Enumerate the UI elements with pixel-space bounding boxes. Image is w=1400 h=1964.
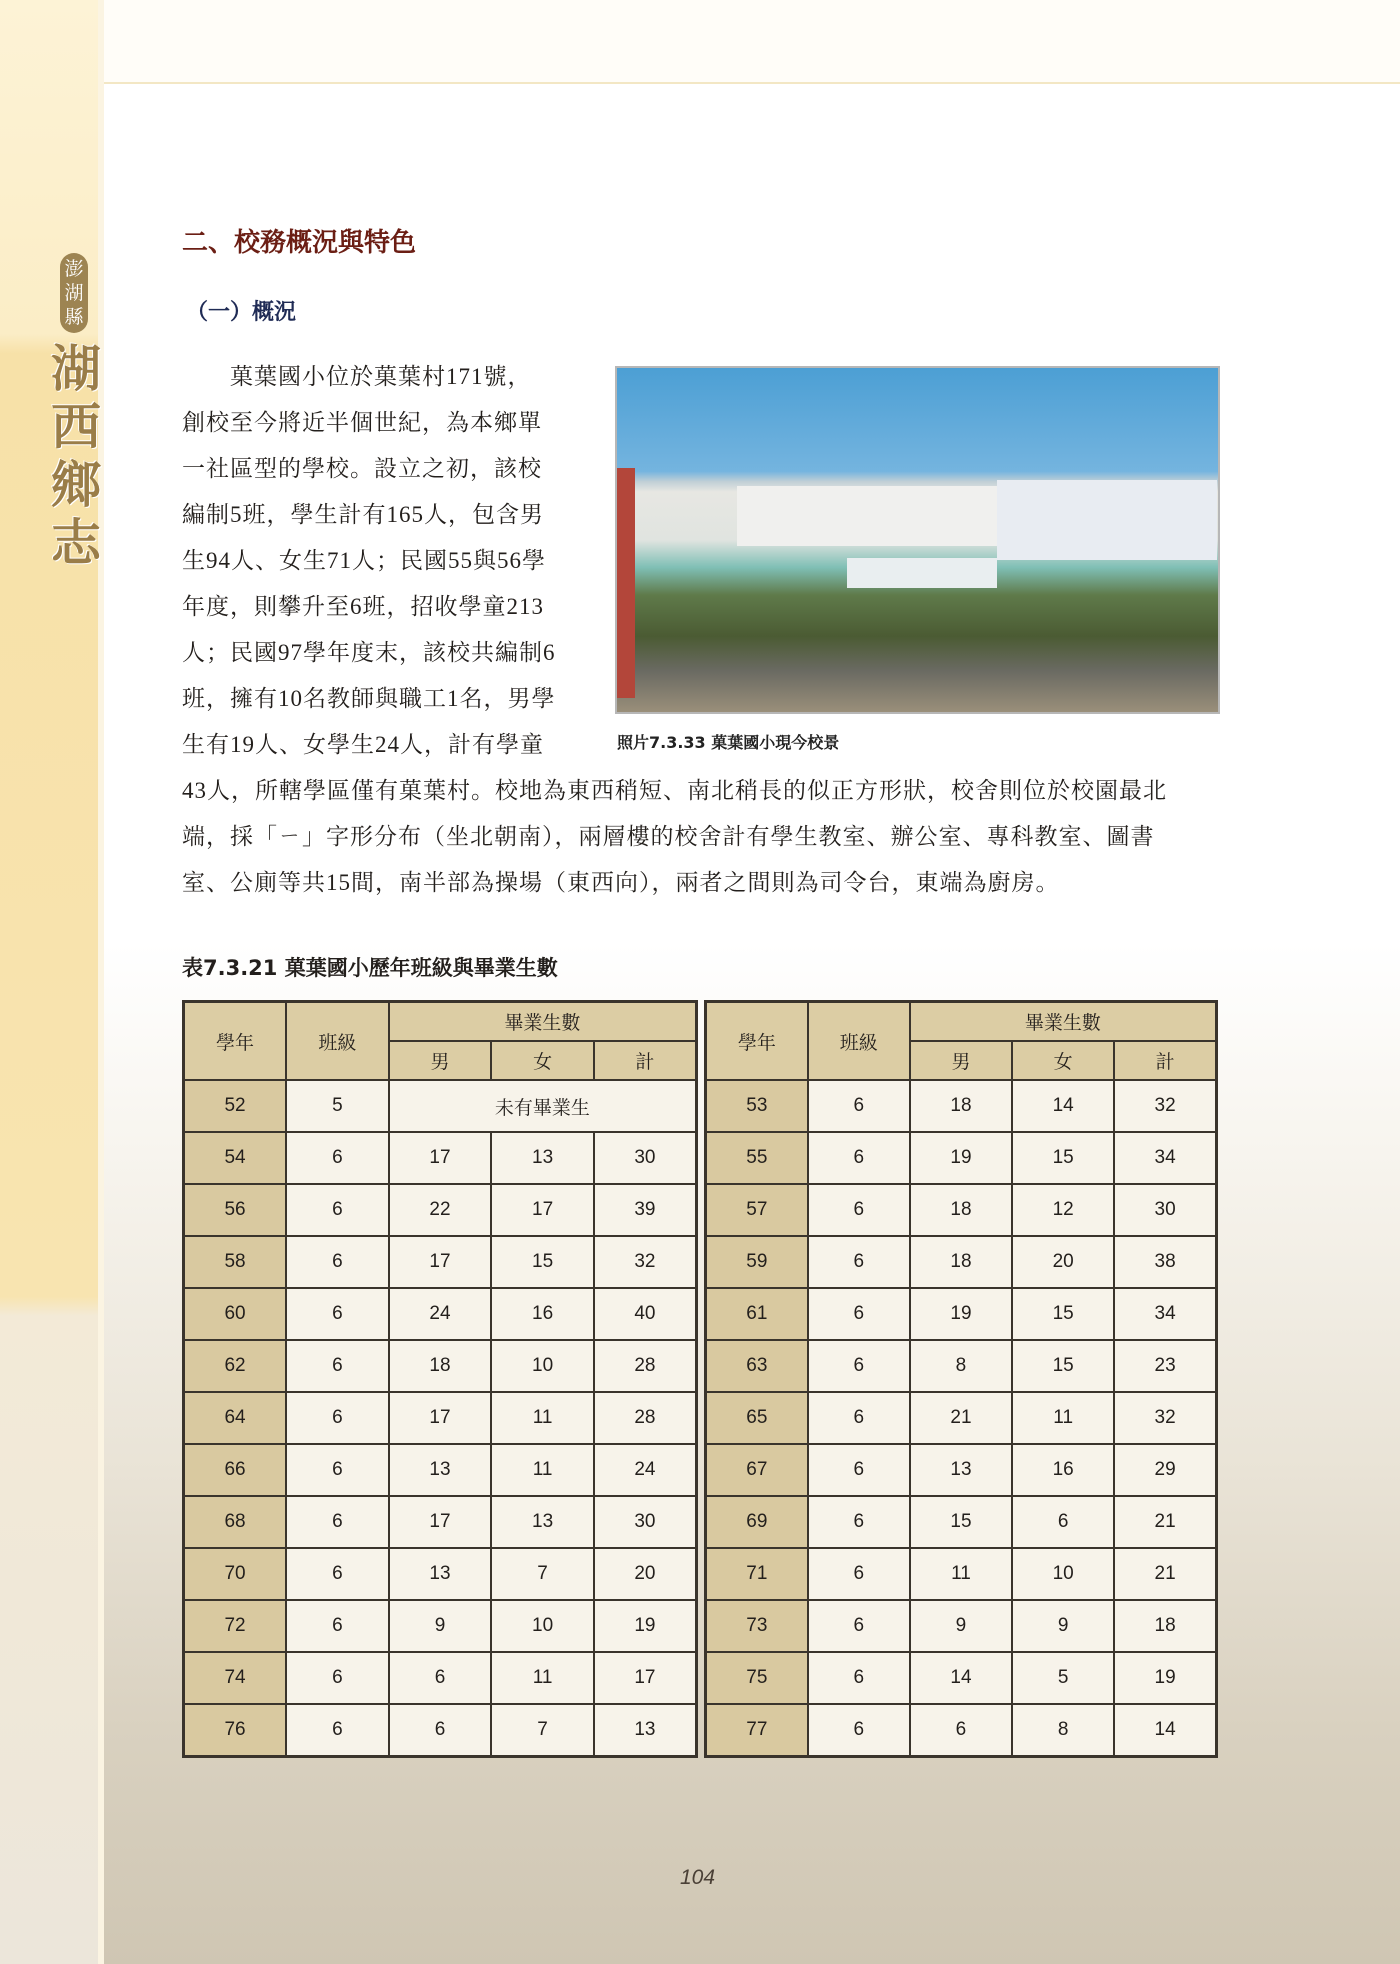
female-cell: 15 bbox=[491, 1236, 594, 1288]
total-cell: 20 bbox=[594, 1548, 697, 1600]
classes-cell: 6 bbox=[808, 1340, 910, 1392]
table-row bbox=[706, 1236, 1217, 1288]
male-cell: 9 bbox=[910, 1600, 1012, 1652]
text-line: 班，擁有10名教師與職工1名，男學 bbox=[182, 686, 556, 711]
table-row bbox=[184, 1600, 697, 1652]
header-graduates: 畢業生數 bbox=[910, 1002, 1217, 1042]
table-row bbox=[706, 1600, 1217, 1652]
female-cell: 11 bbox=[491, 1444, 594, 1496]
total-cell: 19 bbox=[1114, 1652, 1216, 1704]
classes-cell: 6 bbox=[808, 1704, 910, 1757]
female-cell: 11 bbox=[491, 1652, 594, 1704]
text-line: 生有19人、女學生24人，計有學童 bbox=[182, 732, 544, 757]
header-year: 學年 bbox=[184, 1002, 287, 1081]
female-cell: 20 bbox=[1012, 1236, 1114, 1288]
male-cell: 14 bbox=[910, 1652, 1012, 1704]
header-graduates: 畢業生數 bbox=[389, 1002, 697, 1042]
male-cell: 18 bbox=[389, 1340, 492, 1392]
text-line: 人；民國97學年度末，該校共編制6 bbox=[182, 640, 556, 665]
header-row bbox=[706, 1002, 1217, 1042]
total-cell: 30 bbox=[594, 1132, 697, 1184]
total-cell: 30 bbox=[594, 1496, 697, 1548]
male-cell: 19 bbox=[910, 1288, 1012, 1340]
male-cell: 13 bbox=[910, 1444, 1012, 1496]
total-cell: 30 bbox=[1114, 1184, 1216, 1236]
table-row bbox=[184, 1704, 697, 1757]
header-male: 男 bbox=[910, 1041, 1012, 1080]
paragraph-full bbox=[182, 768, 1222, 906]
header-female: 女 bbox=[1012, 1041, 1114, 1080]
table-row bbox=[184, 1236, 697, 1288]
total-cell: 39 bbox=[594, 1184, 697, 1236]
text-line: 端，採「ㄧ」字形分布（坐北朝南），兩層樓的校舍計有學生教室、辦公室、專科教室、圖書 bbox=[182, 824, 1155, 849]
total-cell: 28 bbox=[594, 1392, 697, 1444]
female-cell: 13 bbox=[491, 1132, 594, 1184]
year-cell: 73 bbox=[706, 1600, 808, 1652]
table-row bbox=[184, 1340, 697, 1392]
county-label bbox=[60, 253, 88, 333]
table-row bbox=[706, 1340, 1217, 1392]
male-cell: 18 bbox=[910, 1236, 1012, 1288]
female-cell: 10 bbox=[491, 1340, 594, 1392]
header-total: 計 bbox=[594, 1041, 697, 1080]
total-cell: 14 bbox=[1114, 1704, 1216, 1757]
text-line: 編制5班，學生計有165人，包含男 bbox=[182, 502, 544, 527]
year-cell: 71 bbox=[706, 1548, 808, 1600]
book-title-char: 西 bbox=[51, 397, 101, 456]
male-cell: 6 bbox=[389, 1652, 492, 1704]
classes-cell: 6 bbox=[808, 1236, 910, 1288]
year-cell: 72 bbox=[184, 1600, 287, 1652]
classes-cell: 6 bbox=[808, 1496, 910, 1548]
table-row bbox=[706, 1288, 1217, 1340]
total-cell: 29 bbox=[1114, 1444, 1216, 1496]
year-cell: 68 bbox=[184, 1496, 287, 1548]
male-cell: 17 bbox=[389, 1132, 492, 1184]
year-cell: 59 bbox=[706, 1236, 808, 1288]
female-cell: 16 bbox=[491, 1288, 594, 1340]
classes-cell: 6 bbox=[808, 1444, 910, 1496]
female-cell: 12 bbox=[1012, 1184, 1114, 1236]
female-cell: 17 bbox=[491, 1184, 594, 1236]
year-cell: 54 bbox=[184, 1132, 287, 1184]
male-cell: 18 bbox=[910, 1184, 1012, 1236]
table-row bbox=[184, 1392, 697, 1444]
male-cell: 13 bbox=[389, 1548, 492, 1600]
female-cell: 15 bbox=[1012, 1288, 1114, 1340]
male-cell: 11 bbox=[910, 1548, 1012, 1600]
table-row bbox=[706, 1496, 1217, 1548]
male-cell: 24 bbox=[389, 1288, 492, 1340]
classes-cell: 6 bbox=[286, 1236, 389, 1288]
graduates-table-right bbox=[704, 1000, 1218, 1758]
total-cell: 13 bbox=[594, 1704, 697, 1757]
year-cell: 52 bbox=[184, 1080, 287, 1132]
total-cell: 34 bbox=[1114, 1132, 1216, 1184]
book-title-char: 志 bbox=[51, 513, 101, 572]
photo-caption: 照片7.3.33 菓葉國小現今校景 bbox=[617, 733, 840, 752]
classes-cell: 6 bbox=[808, 1652, 910, 1704]
book-title bbox=[48, 340, 104, 572]
table-row bbox=[706, 1548, 1217, 1600]
table-title: 表7.3.21 菓葉國小歷年班級與畢業生數 bbox=[182, 956, 558, 980]
classes-cell: 6 bbox=[286, 1340, 389, 1392]
year-cell: 60 bbox=[184, 1288, 287, 1340]
table-row bbox=[184, 1132, 697, 1184]
header-male: 男 bbox=[389, 1041, 492, 1080]
male-cell: 17 bbox=[389, 1496, 492, 1548]
total-cell: 32 bbox=[594, 1236, 697, 1288]
total-cell: 34 bbox=[1114, 1288, 1216, 1340]
book-title-char: 湖 bbox=[51, 339, 101, 398]
page-number: 104 bbox=[680, 1866, 716, 1889]
total-cell: 32 bbox=[1114, 1392, 1216, 1444]
subsection-heading: （一）概況 bbox=[186, 300, 297, 325]
classes-cell: 6 bbox=[808, 1080, 910, 1132]
year-cell: 64 bbox=[184, 1392, 287, 1444]
year-cell: 57 bbox=[706, 1184, 808, 1236]
classes-cell: 6 bbox=[286, 1548, 389, 1600]
year-cell: 56 bbox=[184, 1184, 287, 1236]
male-cell: 8 bbox=[910, 1340, 1012, 1392]
classes-cell: 6 bbox=[808, 1184, 910, 1236]
year-cell: 65 bbox=[706, 1392, 808, 1444]
female-cell: 8 bbox=[1012, 1704, 1114, 1757]
total-cell: 28 bbox=[594, 1340, 697, 1392]
text-line: 年度，則攀升至6班，招收學童213 bbox=[182, 594, 544, 619]
classes-cell: 6 bbox=[286, 1652, 389, 1704]
classes-cell: 6 bbox=[286, 1704, 389, 1757]
paragraph-wrapped bbox=[182, 354, 592, 768]
classes-cell: 6 bbox=[808, 1288, 910, 1340]
male-cell: 21 bbox=[910, 1392, 1012, 1444]
year-cell: 58 bbox=[184, 1236, 287, 1288]
page-header-band bbox=[98, 0, 1400, 84]
classes-cell: 6 bbox=[286, 1496, 389, 1548]
female-cell: 11 bbox=[491, 1392, 594, 1444]
total-cell: 38 bbox=[1114, 1236, 1216, 1288]
female-cell: 15 bbox=[1012, 1132, 1114, 1184]
female-cell: 7 bbox=[491, 1704, 594, 1757]
female-cell: 10 bbox=[491, 1600, 594, 1652]
classes-cell: 5 bbox=[286, 1080, 389, 1132]
classes-cell: 6 bbox=[286, 1444, 389, 1496]
female-cell: 16 bbox=[1012, 1444, 1114, 1496]
female-cell: 11 bbox=[1012, 1392, 1114, 1444]
header-classes: 班級 bbox=[808, 1002, 910, 1081]
total-cell: 17 bbox=[594, 1652, 697, 1704]
year-cell: 63 bbox=[706, 1340, 808, 1392]
female-cell: 14 bbox=[1012, 1080, 1114, 1132]
female-cell: 6 bbox=[1012, 1496, 1114, 1548]
classes-cell: 6 bbox=[286, 1288, 389, 1340]
total-cell: 40 bbox=[594, 1288, 697, 1340]
table-row bbox=[706, 1080, 1217, 1132]
table-row bbox=[184, 1652, 697, 1704]
table-row bbox=[184, 1548, 697, 1600]
county-char: 湖 bbox=[64, 282, 84, 304]
classes-cell: 6 bbox=[808, 1392, 910, 1444]
male-cell: 22 bbox=[389, 1184, 492, 1236]
total-cell: 24 bbox=[594, 1444, 697, 1496]
total-cell: 23 bbox=[1114, 1340, 1216, 1392]
female-cell: 9 bbox=[1012, 1600, 1114, 1652]
total-cell: 21 bbox=[1114, 1548, 1216, 1600]
female-cell: 13 bbox=[491, 1496, 594, 1548]
male-cell: 6 bbox=[389, 1704, 492, 1757]
classes-cell: 6 bbox=[808, 1132, 910, 1184]
female-cell: 5 bbox=[1012, 1652, 1114, 1704]
school-photo bbox=[615, 366, 1220, 714]
table-row bbox=[706, 1392, 1217, 1444]
total-cell: 18 bbox=[1114, 1600, 1216, 1652]
female-cell: 10 bbox=[1012, 1548, 1114, 1600]
text-line: 菓葉國小位於菓葉村171號， bbox=[182, 364, 532, 389]
classes-cell: 6 bbox=[286, 1600, 389, 1652]
graduates-table-left bbox=[182, 1000, 698, 1758]
year-cell: 77 bbox=[706, 1704, 808, 1757]
male-cell: 15 bbox=[910, 1496, 1012, 1548]
table-row bbox=[184, 1184, 697, 1236]
year-cell: 70 bbox=[184, 1548, 287, 1600]
text-line: 室、公廁等共15間，南半部為操場（東西向），兩者之間則為司令台，東端為廚房。 bbox=[182, 870, 1060, 895]
table-row bbox=[706, 1184, 1217, 1236]
header-total: 計 bbox=[1114, 1041, 1216, 1080]
total-cell: 21 bbox=[1114, 1496, 1216, 1548]
male-cell: 17 bbox=[389, 1392, 492, 1444]
male-cell: 9 bbox=[389, 1600, 492, 1652]
book-title-char: 鄉 bbox=[51, 455, 101, 514]
year-cell: 67 bbox=[706, 1444, 808, 1496]
year-cell: 69 bbox=[706, 1496, 808, 1548]
header-female: 女 bbox=[491, 1041, 594, 1080]
table-row bbox=[706, 1132, 1217, 1184]
male-cell: 6 bbox=[910, 1704, 1012, 1757]
table-row bbox=[184, 1288, 697, 1340]
year-cell: 53 bbox=[706, 1080, 808, 1132]
text-line: 43人，所轄學區僅有菓葉村。校地為東西稍短、南北稍長的似正方形狀，校舍則位於校園最北 bbox=[182, 778, 1167, 803]
section-heading: 二、校務概況與特色 bbox=[182, 228, 417, 258]
male-cell: 19 bbox=[910, 1132, 1012, 1184]
year-cell: 76 bbox=[184, 1704, 287, 1757]
classes-cell: 6 bbox=[808, 1600, 910, 1652]
classes-cell: 6 bbox=[286, 1132, 389, 1184]
total-cell: 19 bbox=[594, 1600, 697, 1652]
year-cell: 74 bbox=[184, 1652, 287, 1704]
year-cell: 66 bbox=[184, 1444, 287, 1496]
table-row bbox=[706, 1704, 1217, 1757]
male-cell: 13 bbox=[389, 1444, 492, 1496]
table-row bbox=[184, 1444, 697, 1496]
header-row bbox=[184, 1002, 697, 1042]
text-line: 生94人、女生71人；民國55與56學 bbox=[182, 548, 546, 573]
total-cell: 32 bbox=[1114, 1080, 1216, 1132]
header-year: 學年 bbox=[706, 1002, 808, 1081]
table-row bbox=[706, 1652, 1217, 1704]
year-cell: 75 bbox=[706, 1652, 808, 1704]
year-cell: 55 bbox=[706, 1132, 808, 1184]
female-cell: 15 bbox=[1012, 1340, 1114, 1392]
text-line: 一社區型的學校。設立之初，該校 bbox=[182, 456, 542, 481]
header-classes: 班級 bbox=[286, 1002, 389, 1081]
text-line: 創校至今將近半個世紀，為本鄉單 bbox=[182, 410, 542, 435]
county-char: 澎 bbox=[64, 258, 84, 280]
no-graduates-cell: 未有畢業生 bbox=[389, 1080, 697, 1132]
sidebar bbox=[0, 0, 104, 1964]
county-char: 縣 bbox=[64, 306, 84, 328]
year-cell: 61 bbox=[706, 1288, 808, 1340]
classes-cell: 6 bbox=[286, 1392, 389, 1444]
male-cell: 18 bbox=[910, 1080, 1012, 1132]
table-row bbox=[184, 1496, 697, 1548]
male-cell: 17 bbox=[389, 1236, 492, 1288]
table-row bbox=[706, 1444, 1217, 1496]
table-row bbox=[184, 1080, 697, 1132]
classes-cell: 6 bbox=[808, 1548, 910, 1600]
female-cell: 7 bbox=[491, 1548, 594, 1600]
year-cell: 62 bbox=[184, 1340, 287, 1392]
classes-cell: 6 bbox=[286, 1184, 389, 1236]
